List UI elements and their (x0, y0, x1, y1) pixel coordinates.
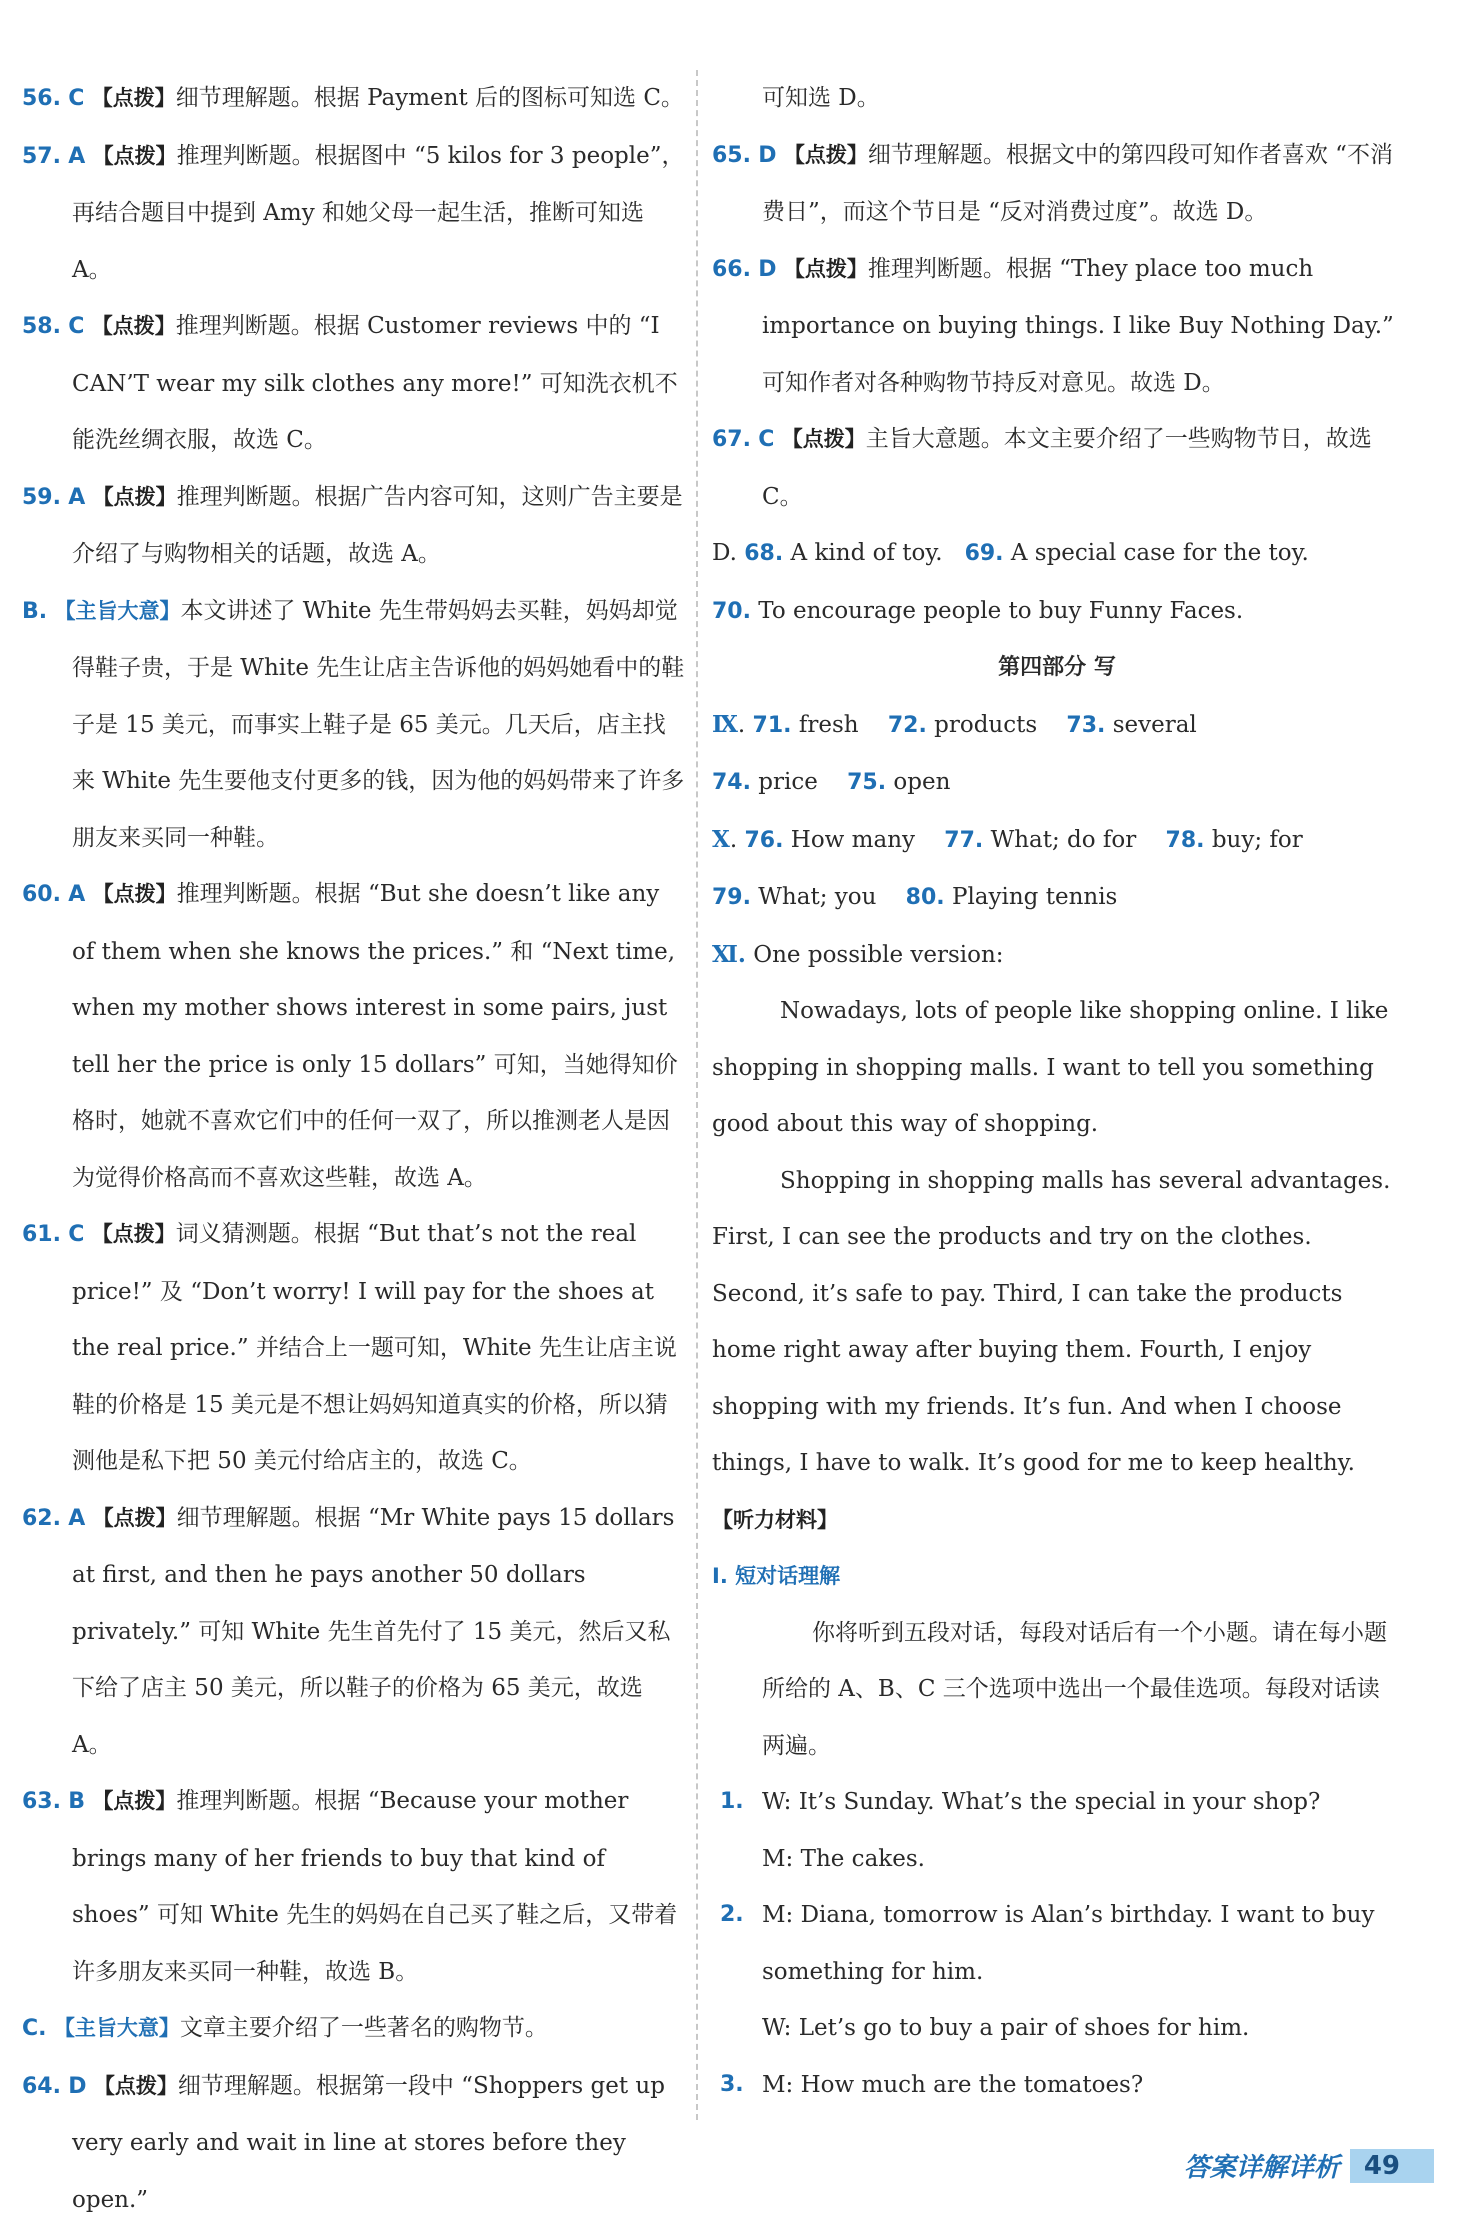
dialog-number: 1. (720, 1789, 744, 1814)
answer-item (22, 2058, 687, 2229)
answer-num: 61. (22, 1222, 61, 1247)
answer-num: 60. (22, 882, 61, 907)
answer-tag: 【点拨】 (91, 314, 176, 338)
answer-text: 细节理解题。根据 “Mr White pays 15 dollars at first, and then he pays another 50 dollars privately.” 可知 White 先生首先付了 15 美元，然后又私下给了店主 50 美元，所以鞋子的价格为 65 美元，故选 A。 (72, 1504, 675, 1758)
answer-num: 59. (22, 484, 61, 510)
section-title: 第四部分 写 (998, 655, 1116, 680)
answer-item (22, 1206, 687, 1490)
dialog-line (712, 1831, 1402, 1888)
answer-item (22, 70, 687, 128)
dialog-line (712, 2000, 1402, 2057)
answer-num: B. (22, 598, 48, 624)
answer-tag: 【点拨】 (783, 256, 868, 281)
answer-item (712, 241, 1402, 412)
answer-ans: A (68, 143, 86, 169)
answer-tag: 【主旨大意】 (54, 598, 181, 623)
dialog-line (712, 1887, 1402, 2000)
answer-num: 66. (712, 256, 751, 282)
essay-paragraph-1: Nowadays, lots of people like shopping online. I like shopping in shopping malls. I want to tell you something good about this way of shopping. (712, 998, 1389, 1137)
answer-num: 58. (22, 314, 61, 339)
left-column (22, 70, 687, 2228)
answer-ans: A (68, 882, 86, 907)
listening-intro: 你将听到五段对话，每段对话后有一个小题。请在每小题所给的 A、B、C 三个选项中选出一个最佳选项。每段对话读两遍。 (762, 1619, 1387, 1759)
continued-text: 可知选 D。 (762, 85, 880, 111)
answer-item (22, 128, 687, 299)
answer-num: 64. (22, 2073, 61, 2099)
answer-tag: 【点拨】 (92, 484, 177, 509)
answer-tag: 【点拨】 (92, 1789, 177, 1813)
answer-tag: 【点拨】 (92, 143, 177, 168)
answer-text: 细节理解题。根据 Payment 后的图标可知选 C。 (175, 85, 684, 111)
answer-ans: B (68, 1789, 86, 1814)
answer-item (22, 866, 687, 1206)
answer-item (22, 583, 687, 867)
dialog-text: M: The cakes. (762, 1845, 925, 1872)
listening-title: 【听力材料】 (712, 1507, 838, 1532)
answer-line-74-75: 74. price 75. open (712, 769, 951, 795)
answer-line-70: 70. To encourage people to buy Funny Faces. (712, 597, 1244, 624)
answer-text: 推理判断题。根据 “Because your mother brings many of her friends to buy that kind of shoes” 可知 White 先生的妈妈在自己买了鞋之后，又带着许多朋友来买同一种鞋，故选 B。 (72, 1788, 678, 1985)
essay-paragraph-2: Shopping in shopping malls has several advantages. First, I can see the products and try on the clothes. Second, it’s safe to pay. Third, I can take the products home right away after buying them. Fourth, I enjoy shopping with my friends. It’s fun. And when I choose things, I have to walk. It’s good for me to keep healthy. (712, 1167, 1391, 1476)
answer-tag: 【点拨】 (93, 2073, 178, 2098)
answer-item (712, 411, 1402, 525)
answer-item (22, 469, 687, 583)
page-number: 49 (1350, 2149, 1434, 2183)
answer-item (22, 1773, 687, 2000)
answer-text: 推理判断题。根据 “They place too much importance on buying things. I like Buy Nothing Day.” 可知作者对各种购物节持反对意见。故选 D。 (762, 255, 1394, 396)
answer-num: 65. (712, 142, 751, 168)
answer-text: 词义猜测题。根据 “But that’s not the real price!” 及 “Don’t worry! I will pay for the shoes at the real price.” 并结合上一题可知，White 先生让店主说鞋的价格是 15 美元是不想让妈妈知道真实的价格，所以猜测他是私下把 50 美元付给店主的，故选 C。 (72, 1221, 677, 1474)
answer-num: 57. (22, 143, 61, 169)
answer-line-79-80: 79. What; you 80. Playing tennis (712, 884, 1118, 910)
answer-item (712, 127, 1402, 241)
answer-tag: 【点拨】 (781, 427, 866, 451)
answer-ans: A (68, 484, 86, 510)
dialog-text: M: Diana, tomorrow is Alan’s birthday. I want to buy something for him. (762, 1902, 1375, 1985)
answer-ans: C (68, 86, 85, 111)
answer-ans: C (68, 314, 85, 339)
answer-text: 主旨大意题。本文主要介绍了一些购物节日，故选 C。 (762, 426, 1372, 510)
dialog-number: 3. (720, 2071, 744, 2097)
answer-num: 62. (22, 1505, 61, 1531)
dialog-text: W: It’s Sunday. What’s the special in your shop? (762, 1789, 1321, 1815)
answer-tag: 【主旨大意】 (53, 2016, 180, 2040)
answer-text: 推理判断题。根据 Customer reviews 中的 “I CAN’T wear my silk clothes any more!” 可知洗衣机不能洗丝绸衣服，故选 C。 (72, 313, 678, 453)
answer-num: 67. (712, 427, 751, 452)
dialog-text: W: Let’s go to buy a pair of shoes for him. (762, 2015, 1250, 2041)
answer-ans: C (758, 427, 775, 452)
answer-ans: D (758, 256, 777, 282)
answer-line-x: Ⅹ. 76. How many 77. What; do for 78. buy; for (712, 825, 1303, 853)
column-divider (696, 70, 698, 2120)
answer-ans: D (758, 142, 777, 168)
answer-ans: D (68, 2073, 87, 2099)
answer-tag: 【点拨】 (92, 1505, 177, 1530)
answer-num: C. (22, 2016, 47, 2041)
answer-text: 细节理解题。根据文中的第四段可知作者喜欢 “不消费日”，而这个节日是 “反对消费过度”。故选 D。 (762, 141, 1393, 225)
footer-label: 答案详解详析 (1183, 2153, 1340, 2183)
answer-text: 推理判断题。根据广告内容可知，这则广告主要是介绍了与购物相关的话题，故选 A。 (72, 483, 683, 567)
answer-item (22, 2000, 687, 2058)
answer-line-xi: Ⅺ. One possible version: (712, 940, 1004, 968)
dialog-number: 2. (720, 1902, 744, 1927)
answer-tag: 【点拨】 (92, 882, 177, 906)
answer-ans: C (68, 1222, 85, 1247)
page-footer (1184, 2147, 1434, 2184)
answer-text: 推理判断题。根据 “But she doesn’t like any of them when she knows the prices.” 和 “Next time, when my mother shows interest in some pairs, just tell her the price is only 15 dollars” 可知，当她得知价格时，她就不喜欢它们中的任何一双了，所以推测老人是因为觉得价格高而不喜欢这些鞋，故选 A。 (72, 881, 678, 1191)
answer-line-68-69: D. 68. A kind of toy. 69. A special case for the toy. (712, 540, 1309, 566)
answer-ans: A (68, 1505, 86, 1531)
dialog-line (712, 1774, 1402, 1831)
dialog-text: M: How much are the tomatoes? (762, 2071, 1144, 2098)
answer-tag: 【点拨】 (783, 142, 868, 167)
answer-text: 本文讲述了 White 先生带妈妈去买鞋，妈妈却觉得鞋子贵，于是 White 先生让店主告诉他的妈妈她看中的鞋子是 15 美元，而事实上鞋子是 65 美元。几天后，店主找来 White 先生要他支付更多的钱，因为他的妈妈带来了许多朋友来买同一种鞋。 (72, 597, 685, 851)
answer-item (22, 1490, 687, 1774)
answer-text: 推理判断题。根据图中 “5 kilos for 3 people”，再结合题目中提到 Amy 和她父母一起生活，推断可知选 A。 (72, 142, 685, 283)
dialog-list (712, 1774, 1402, 2113)
dialog-line (712, 2057, 1402, 2114)
answer-num: 56. (22, 86, 61, 111)
answer-text: 细节理解题。根据第一段中 “Shoppers get up very early and wait in line at stores before they open.” (72, 2072, 665, 2213)
answer-line-ix: Ⅸ. 71. fresh 72. products 73. several (712, 710, 1197, 738)
answer-item (22, 298, 687, 469)
right-column (712, 70, 1402, 2113)
answer-tag: 【点拨】 (91, 1222, 176, 1246)
answer-tag: 【点拨】 (91, 86, 176, 110)
answer-text: 文章主要介绍了一些著名的购物节。 (179, 2015, 548, 2041)
answer-num: 63. (22, 1789, 61, 1814)
listening-subtitle: Ⅰ. 短对话理解 (712, 1564, 841, 1588)
right-answers (712, 127, 1402, 526)
